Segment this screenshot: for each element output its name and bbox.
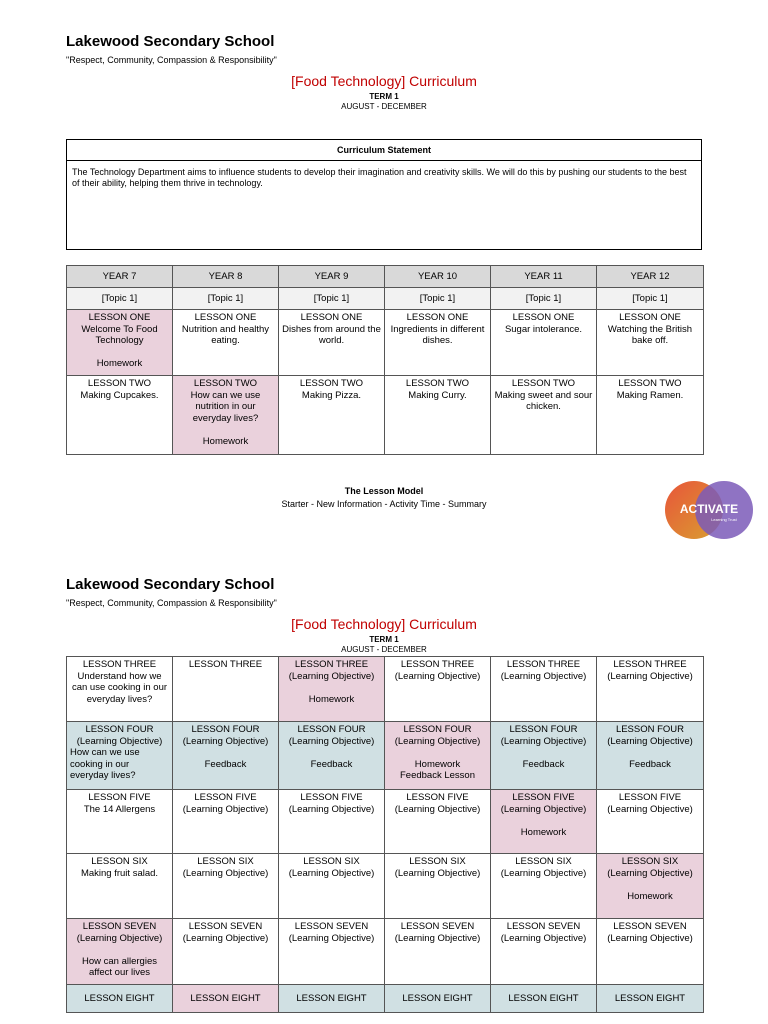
logo-subtext: Learning Trust (711, 517, 737, 522)
school-name: Lakewood Secondary School (66, 33, 275, 50)
lesson-title: LESSON FOUR (85, 724, 154, 735)
lesson-title: LESSON EIGHT (84, 992, 155, 1004)
lesson-cell (597, 790, 704, 854)
homework-label: Homework (202, 435, 249, 447)
lesson-title: LESSON FIVE (300, 792, 363, 803)
lesson-title: LESSON FOUR (615, 724, 685, 735)
topic-cell: [Topic 1] (67, 288, 173, 310)
lesson-cell (173, 854, 279, 919)
lesson-cell (279, 722, 385, 790)
lesson-cell (597, 722, 704, 790)
lesson-cell (385, 722, 491, 790)
school-motto: "Respect, Community, Compassion & Responsibility" (66, 55, 277, 65)
lesson-text: Making sweet and sour chicken. (494, 389, 593, 412)
lesson-objective: (Learning Objective) (394, 932, 481, 944)
curriculum-statement-text: The Technology Department aims to influence students to develop their imagination and creativity skills. We will do this by pushing our students to the best of their ability, helping them thrive in technology. (72, 167, 687, 188)
lesson-objective: (Learning Objective) (607, 670, 693, 682)
lesson-title: LESSON SIX (515, 856, 572, 867)
lesson-title: LESSON FOUR (403, 724, 472, 735)
lesson-title: LESSON FOUR (191, 724, 260, 735)
lesson-text: Welcome To Food Technology (81, 323, 158, 346)
homework-label: Homework (520, 826, 567, 838)
lesson-title: LESSON SEVEN (82, 921, 157, 932)
lesson-text: Making Curry. (408, 389, 467, 401)
lesson-title: LESSON TWO (87, 378, 152, 389)
lesson-seven-row (67, 919, 704, 985)
lesson-text: Making Pizza. (301, 389, 362, 401)
lesson-text: Making Cupcakes. (80, 389, 159, 401)
lesson-cell (597, 376, 704, 455)
year-header: YEAR 9 (279, 266, 385, 288)
lesson-title: LESSON EIGHT (296, 992, 367, 1004)
lesson-objective: (Learning Objective) (76, 932, 163, 944)
topic-cell: [Topic 1] (597, 288, 704, 310)
feedback-label: Feedback (522, 758, 565, 770)
lesson-title: LESSON THREE (506, 659, 581, 670)
lesson-cell (67, 919, 173, 985)
year-header: YEAR 7 (67, 266, 173, 288)
lesson-title: LESSON ONE (406, 312, 469, 323)
lesson-text: Making fruit salad. (80, 867, 159, 879)
lesson-objective: (Learning Objective) (500, 932, 587, 944)
lesson-objective: (Learning Objective) (500, 803, 587, 815)
term-months: AUGUST - DECEMBER (341, 102, 427, 111)
lesson-cell (67, 310, 173, 376)
lesson-objective: (Learning Objective) (607, 867, 693, 879)
lesson-title: LESSON FIVE (88, 792, 151, 803)
lesson-title: LESSON TWO (299, 378, 364, 389)
lesson-title: LESSON THREE (82, 659, 157, 670)
lesson-title: LESSON SIX (91, 856, 148, 867)
curriculum-title: [Food Technology] Curriculum (291, 616, 477, 632)
lesson-title: LESSON TWO (511, 378, 576, 389)
lesson-title: LESSON ONE (512, 312, 575, 323)
lesson-objective: (Learning Objective) (288, 735, 375, 747)
lesson-cell (173, 657, 279, 722)
lesson-objective: (Learning Objective) (500, 735, 587, 747)
lesson-objective: (Learning Objective) (182, 735, 269, 747)
homework-label: Homework (414, 758, 461, 770)
lesson-text: Ingredients in different dishes. (390, 323, 485, 346)
lesson-title: LESSON SEVEN (294, 921, 369, 932)
lesson-objective: (Learning Objective) (394, 670, 481, 682)
lesson-cell (173, 376, 279, 455)
lesson-title: LESSON SEVEN (506, 921, 581, 932)
lesson-three-row (67, 657, 704, 722)
lesson-cell (491, 854, 597, 919)
lesson-title: LESSON ONE (88, 312, 151, 323)
lesson-objective: (Learning Objective) (288, 932, 375, 944)
lesson-cell (491, 657, 597, 722)
lesson-cell (67, 722, 173, 790)
year-header: YEAR 11 (491, 266, 597, 288)
lesson-title: LESSON SIX (197, 856, 254, 867)
feedback-label: Feedback (204, 758, 247, 770)
lesson-model-title: The Lesson Model (344, 486, 424, 496)
lessons-table-2 (66, 656, 704, 1013)
lesson-six-row (67, 854, 704, 919)
lesson-title: LESSON EIGHT (508, 992, 579, 1004)
homework-label: Homework (96, 358, 143, 369)
lesson-title: LESSON FIVE (512, 792, 575, 803)
lesson-cell (597, 310, 704, 376)
lesson-cell (279, 985, 385, 1013)
lesson-text: How can we use nutrition in our everyday lives? (190, 389, 261, 424)
lesson-title: LESSON EIGHT (614, 992, 686, 1004)
lesson-title: LESSON FIVE (194, 792, 257, 803)
lesson-model-steps: Starter - New Information - Activity Time - Summary (281, 499, 487, 509)
lesson-cell (173, 722, 279, 790)
lesson-text: How can allergies affect our lives (82, 955, 157, 978)
lesson-objective: (Learning Objective) (394, 803, 481, 815)
lesson-cell (173, 919, 279, 985)
lesson-objective: (Learning Objective) (394, 735, 481, 747)
lesson-one-row (67, 310, 704, 376)
lesson-cell (385, 854, 491, 919)
lesson-cell (385, 657, 491, 722)
lesson-cell (173, 790, 279, 854)
lesson-title: LESSON FIVE (406, 792, 469, 803)
topic-cell: [Topic 1] (385, 288, 491, 310)
lesson-eight-row (67, 985, 704, 1013)
lesson-cell (173, 310, 279, 376)
topic-cell: [Topic 1] (491, 288, 597, 310)
lesson-objective: (Learning Objective) (288, 803, 375, 815)
lesson-text: Nutrition and healthy eating. (181, 323, 270, 346)
lesson-objective: (Learning Objective) (182, 867, 269, 879)
lesson-title: LESSON SEVEN (400, 921, 475, 932)
lesson-four-row (67, 722, 704, 790)
lesson-title: LESSON ONE (194, 312, 257, 323)
school-motto: "Respect, Community, Compassion & Responsibility" (66, 598, 277, 608)
logo-text: ACTIVATE (679, 502, 739, 516)
lesson-cell (597, 985, 704, 1013)
lesson-cell (279, 310, 385, 376)
topic-cell: [Topic 1] (173, 288, 279, 310)
lesson-cell (597, 854, 704, 919)
lesson-cell (67, 985, 173, 1013)
term-label: TERM 1 (369, 92, 399, 101)
lesson-title: LESSON THREE (613, 659, 687, 670)
curriculum-statement-title: Curriculum Statement (67, 140, 701, 161)
year-header-row (67, 266, 704, 288)
lesson-title: LESSON FIVE (618, 792, 682, 803)
topic-cell: [Topic 1] (279, 288, 385, 310)
lesson-title: LESSON FOUR (509, 724, 578, 735)
year-lessons-table (66, 265, 704, 455)
term-label: TERM 1 (369, 635, 399, 644)
year-header: YEAR 12 (597, 266, 704, 288)
lesson-objective: (Learning Objective) (500, 670, 587, 682)
term-months: AUGUST - DECEMBER (341, 645, 427, 654)
lesson-cell (385, 985, 491, 1013)
lesson-cell (491, 919, 597, 985)
lesson-title: LESSON TWO (618, 378, 682, 389)
homework-label: Homework (627, 890, 673, 902)
lesson-cell (491, 790, 597, 854)
lesson-text: Sugar intolerance. (504, 323, 583, 335)
lesson-title: LESSON THREE (400, 659, 475, 670)
lesson-cell (597, 657, 704, 722)
lesson-cell (385, 310, 491, 376)
feedback-label: Feedback (310, 758, 353, 770)
lesson-cell (279, 919, 385, 985)
lesson-objective: (Learning Objective) (182, 803, 269, 815)
lesson-cell (67, 854, 173, 919)
lesson-title: LESSON THREE (294, 659, 369, 670)
year-header: YEAR 8 (173, 266, 279, 288)
lesson-two-row (67, 376, 704, 455)
lesson-cell (279, 376, 385, 455)
lesson-cell (67, 657, 173, 722)
lesson-text: Dishes from around the world. (282, 323, 381, 346)
lesson-cell (173, 985, 279, 1013)
lesson-text: Understand how we can use cooking in our everyday lives? (71, 670, 168, 705)
lesson-objective: (Learning Objective) (500, 867, 587, 879)
lesson-text: Watching the British bake off. (607, 323, 693, 346)
lesson-text: How can we use cooking in our everyday lives? (70, 747, 140, 781)
topic-row (67, 288, 704, 310)
lesson-title: LESSON ONE (619, 312, 681, 323)
lesson-cell (67, 790, 173, 854)
lesson-title: LESSON EIGHT (402, 992, 473, 1004)
lesson-cell (67, 376, 173, 455)
lesson-cell (385, 919, 491, 985)
lesson-title: LESSON SIX (303, 856, 360, 867)
lesson-text: Making Ramen. (616, 389, 684, 401)
lesson-cell (491, 722, 597, 790)
lesson-title: LESSON ONE (300, 312, 363, 323)
lesson-cell (279, 854, 385, 919)
lesson-title: LESSON EIGHT (190, 992, 261, 1004)
lesson-title: LESSON FOUR (297, 724, 366, 735)
feedback-label: Feedback (629, 758, 671, 770)
lesson-objective: (Learning Objective) (288, 867, 375, 879)
lesson-title: LESSON SIX (409, 856, 466, 867)
lesson-objective: (Learning Objective) (607, 735, 693, 747)
lesson-title: LESSON SEVEN (188, 921, 263, 932)
lesson-title: LESSON THREE (188, 659, 263, 670)
lesson-cell (385, 790, 491, 854)
lesson-objective: (Learning Objective) (76, 735, 163, 747)
lesson-cell (279, 657, 385, 722)
lesson-title: LESSON SEVEN (613, 921, 687, 932)
lesson-cell (491, 376, 597, 455)
lesson-objective: (Learning Objective) (182, 932, 269, 944)
school-name: Lakewood Secondary School (66, 576, 275, 593)
year-header: YEAR 10 (385, 266, 491, 288)
homework-label: Homework (308, 693, 355, 705)
feedback-lesson-label: Feedback Lesson (400, 770, 475, 781)
lesson-title: LESSON TWO (405, 378, 470, 389)
lesson-cell (279, 790, 385, 854)
lesson-cell (491, 985, 597, 1013)
activate-learning-trust-logo (662, 480, 757, 540)
curriculum-statement-box (66, 139, 702, 250)
lesson-title: LESSON SIX (621, 856, 679, 867)
lesson-five-row (67, 790, 704, 854)
lesson-objective: (Learning Objective) (288, 670, 375, 682)
lesson-title: LESSON TWO (193, 378, 258, 389)
lesson-cell (597, 919, 704, 985)
lesson-text: The 14 Allergens (83, 803, 156, 815)
lesson-cell (385, 376, 491, 455)
lesson-objective: (Learning Objective) (394, 867, 481, 879)
lesson-objective: (Learning Objective) (607, 932, 693, 944)
curriculum-title: [Food Technology] Curriculum (291, 73, 477, 89)
lesson-objective: (Learning Objective) (607, 803, 693, 815)
lesson-cell (491, 310, 597, 376)
